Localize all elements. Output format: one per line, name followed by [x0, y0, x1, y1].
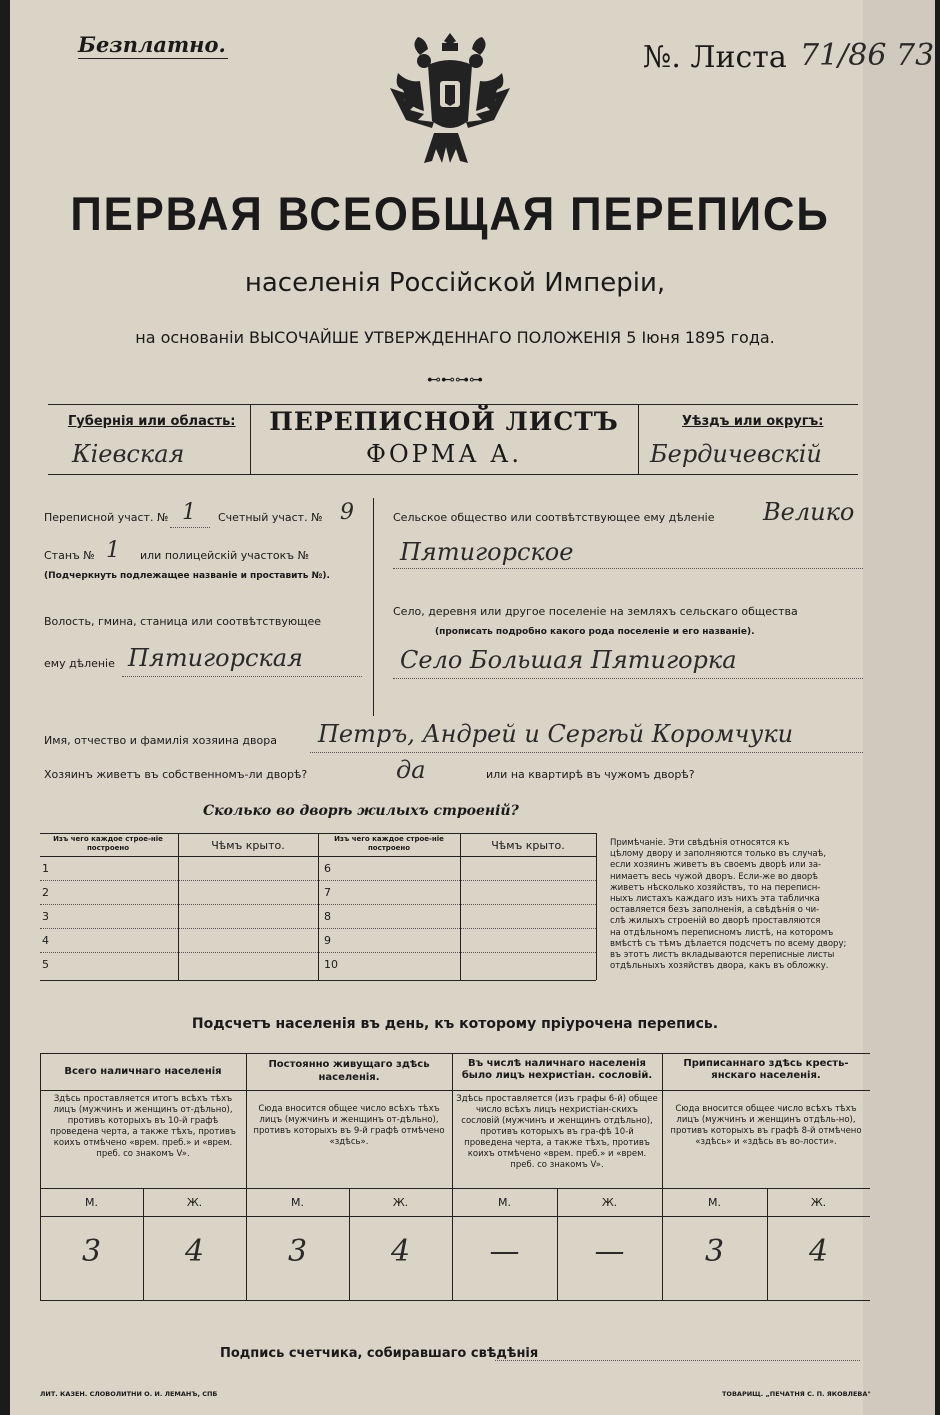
village-value: Село Большая Пятигорка	[400, 646, 737, 674]
note-line: слѣ жилыхъ строеній во дворѣ проставляются	[610, 916, 821, 927]
buildings-middle-divider	[318, 833, 319, 980]
building-row-9: 9	[324, 934, 331, 947]
building-row-6: 6	[324, 862, 331, 875]
buildings-row-line-2	[40, 904, 596, 905]
owner-lives-value: да	[396, 756, 426, 784]
buildings-row-line-3	[40, 928, 596, 929]
buildings-row-line-4	[40, 952, 596, 953]
note-line: оставляется безъ заполненія, а свѣдѣнія о чи-	[610, 905, 820, 916]
note-line: въ этотъ листъ вкладываются переписные листы	[610, 950, 835, 961]
pop-col1-head: Всего наличнаго населенія	[64, 1066, 222, 1077]
pop-value-5: —	[489, 1234, 520, 1269]
volost-label-2: ему дѣленіе	[44, 657, 115, 670]
pop-value-6: —	[594, 1234, 625, 1269]
population-title: Подсчетъ населенія въ день, къ которому пріурочена перепись.	[191, 1016, 719, 1032]
owner-or-label: или на квартирѣ въ чужомъ дворѣ?	[486, 768, 695, 781]
count-area-value: 9	[340, 500, 354, 525]
buildings-note	[610, 838, 868, 972]
building-row-5: 5	[42, 958, 49, 971]
note-line: Примѣчаніе. Эти свѣдѣнія относятся къ	[610, 838, 790, 848]
village-label: Село, деревня или другое поселеніе на земляхъ сельскаго общества	[393, 605, 798, 618]
building-row-1: 1	[42, 862, 49, 875]
volost-label: Волость, гмина, станица или соотвѣтствующее	[44, 615, 322, 628]
buildings-col-left-divider	[178, 833, 179, 980]
owner-lives-label: Хозяинъ живетъ въ собственномъ-ли дворѣ?	[44, 768, 308, 781]
census-sheet	[10, 0, 935, 1415]
count-area-label: Счетный участ. №	[218, 511, 323, 524]
form-title: ПЕРЕПИСНОЙ ЛИСТЪ	[269, 407, 619, 436]
pop-zh-2: Ж.	[392, 1196, 409, 1209]
subtitle: населенія Россійской Имперіи,	[244, 268, 666, 298]
pop-value-4: 4	[390, 1234, 411, 1269]
pop-table-top	[40, 1053, 870, 1054]
free-label: Безплатно.	[78, 32, 226, 57]
form-header-divider-right	[638, 404, 639, 474]
signature-line	[495, 1360, 860, 1361]
building-row-4: 4	[42, 934, 49, 947]
pop-zh-4: Ж.	[810, 1196, 827, 1209]
pop-value-2: 4	[184, 1234, 205, 1269]
left-right-divider	[373, 498, 374, 716]
sheet-number-value: 71/86 73	[800, 38, 935, 73]
owner-name-label: Имя, отчество и фамилія хозяина двора	[44, 734, 277, 747]
building-row-3: 3	[42, 910, 49, 923]
basis-line: на основаніи ВЫСОЧАЙШЕ УТВЕРЖДЕННАГО ПОЛОЖЕНІЯ 5 Іюня 1895 года.	[135, 328, 775, 347]
census-area-value: 1	[182, 500, 196, 525]
society-line	[393, 568, 863, 569]
note-line: если хозяинъ живетъ въ своемъ дворѣ или за-	[610, 860, 822, 871]
volost-line	[122, 676, 362, 677]
pop-col3-desc: Здѣсь проставляется (изъ графы 6-й) общее число всѣхъ лицъ нехристіан-скихъ сословій (мужчинъ и женщинъ отдѣльно), противъ которыхъ въ гра-фѣ 10-й проведена черта, а также тѣхъ, противъ коихъ отмѣчено «врем. преб.» и «врем. преб. со знакомъ V».	[456, 1094, 658, 1170]
pop-m-3: М.	[498, 1196, 511, 1209]
note-line: на отдѣльномъ переписномъ листѣ, на которомъ	[610, 927, 834, 938]
note-line: отдѣльныхъ хозяйствъ двора, какъ въ обложку.	[610, 961, 829, 972]
signature-label: Подпись счетчика, собиравшаго свѣдѣнія	[220, 1346, 539, 1361]
pop-m-4: М.	[708, 1196, 721, 1209]
society-value-1: Велико	[763, 498, 855, 526]
uezd-label: Уѣздъ или округъ:	[682, 414, 824, 429]
buildings-row-line-1	[40, 880, 596, 881]
note-line: живетъ нѣсколько хозяйствъ, то на переписн-	[610, 882, 821, 893]
pop-col3-head: Въ числѣ наличнаго населенія было лицъ нехристіан. сословій.	[461, 1058, 653, 1081]
form-header-bottom-line	[48, 474, 858, 475]
owner-name-value: Петръ, Андрей и Сергѣй Коромчуки	[318, 720, 794, 748]
pop-zh-3: Ж.	[601, 1196, 618, 1209]
stan-value: 1	[106, 538, 120, 563]
sheet-number-label: №. Листа	[643, 40, 787, 75]
right-margin-strip	[863, 0, 935, 1415]
pop-table-bottom	[40, 1300, 870, 1301]
police-label: или полицейскій участокъ №	[140, 549, 310, 562]
buildings-col-right-divider	[460, 833, 461, 980]
pop-m-1: М.	[85, 1196, 98, 1209]
building-row-10: 10	[324, 958, 338, 971]
ornament-divider: ⊷⊷⊶⊶	[427, 372, 483, 388]
pop-value-3: 3	[287, 1234, 308, 1269]
buildings-right-edge	[596, 833, 597, 980]
police-note: (Подчеркнуть подлежащее названіе и проставить №).	[44, 571, 330, 581]
gubernia-label: Губернія или область:	[68, 414, 236, 429]
society-value-2: Пятигорское	[400, 538, 574, 566]
buildings-question: Сколько во дворѣ жилыхъ строеній?	[203, 803, 519, 819]
pop-value-1: 3	[81, 1234, 102, 1269]
pop-value-7: 3	[704, 1234, 725, 1269]
form-name: ФОРМА А.	[366, 440, 522, 468]
buildings-col-from-right: Изъ чего каждое строе-ніе построено	[334, 835, 444, 852]
village-line	[393, 678, 863, 679]
gubernia-value: Кіевская	[72, 440, 185, 468]
pop-col4-head: Приписаннаго здѣсь кресть-янскаго населенія.	[683, 1058, 849, 1081]
volost-value: Пятигорская	[128, 644, 303, 672]
pop-col2-head: Постоянно живущаго здѣсь населенія.	[268, 1059, 430, 1083]
building-row-2: 2	[42, 886, 49, 899]
pop-table-head-line	[40, 1090, 870, 1091]
census-area-line	[170, 527, 210, 528]
stan-label: Станъ №	[44, 549, 95, 562]
pop-table-mzh-line	[40, 1216, 870, 1217]
printer-left: ЛИТ. КАЗЕН. СЛОВОЛИТНИ О. И. ЛЕМАНЪ, СПБ	[40, 1390, 218, 1398]
pop-zh-1: Ж.	[186, 1196, 203, 1209]
pop-m-2: М.	[291, 1196, 304, 1209]
form-header-top-line	[48, 404, 858, 405]
uezd-value: Бердичевскій	[650, 440, 822, 468]
society-label: Сельское общество или соотвѣтствующее ему дѣленіе	[393, 511, 715, 524]
main-title: ПЕРВАЯ ВСЕОБЩАЯ ПЕРЕПИСЬ	[70, 187, 830, 240]
note-line: нимаетъ весь чужой дворъ. Если-же во дворѣ	[610, 871, 819, 882]
census-area-label: Переписной участ. №	[44, 511, 169, 524]
pop-col4-desc: Сюда вносится общее число всѣхъ тѣхъ лицъ (мужчинъ и женщинъ отдѣль-но), противъ которыхъ въ графѣ 8-й отмѣчено «здѣсь» и «здѣсь въ во-лости».	[670, 1104, 862, 1147]
buildings-col-roof-right: Чѣмъ крыто.	[491, 839, 565, 852]
buildings-col-from-left: Изъ чего каждое строе-ніе построено	[53, 835, 163, 852]
note-line: вмѣстѣ съ тѣмъ дѣлается подсчетъ по всему двору;	[610, 938, 847, 949]
note-line: ныхъ листахъ каждаго изъ нихъ эта табличка	[610, 894, 820, 905]
building-row-8: 8	[324, 910, 331, 923]
pop-col1-desc: Здѣсь проставляется итогъ всѣхъ тѣхъ лицъ (мужчинъ и женщинъ от-дѣльно), противъ которыхъ въ 10-й графѣ проведена черта, а также тѣхъ, противъ коихъ отмѣчено «врем. преб.» и «врем. преб. со знакомъ V».	[50, 1094, 236, 1159]
double-headed-eagle-icon	[390, 33, 510, 173]
printer-right: ТОВАРИЩ. „ПЕЧАТНЯ С. П. ЯКОВЛЕВА"	[722, 1390, 871, 1398]
owner-name-line	[310, 752, 863, 753]
pop-value-8: 4	[808, 1234, 829, 1269]
note-line: цѣлому двору и заполняются только въ случаѣ,	[610, 849, 827, 860]
buildings-col-roof-left: Чѣмъ крыто.	[211, 839, 285, 852]
pop-col2-desc: Сюда вносится общее число всѣхъ тѣхъ лицъ (мужчинъ и женщинъ от-дѣльно), противъ которыхъ въ 9-й графѣ отмѣчено «здѣсь».	[253, 1104, 445, 1147]
free-underline	[78, 58, 228, 59]
building-row-7: 7	[324, 886, 331, 899]
village-note: (прописать подробно какого рода поселеніе и его названіе).	[435, 627, 755, 637]
buildings-table-bottom	[40, 980, 596, 981]
pop-table-desc-line	[40, 1188, 870, 1189]
